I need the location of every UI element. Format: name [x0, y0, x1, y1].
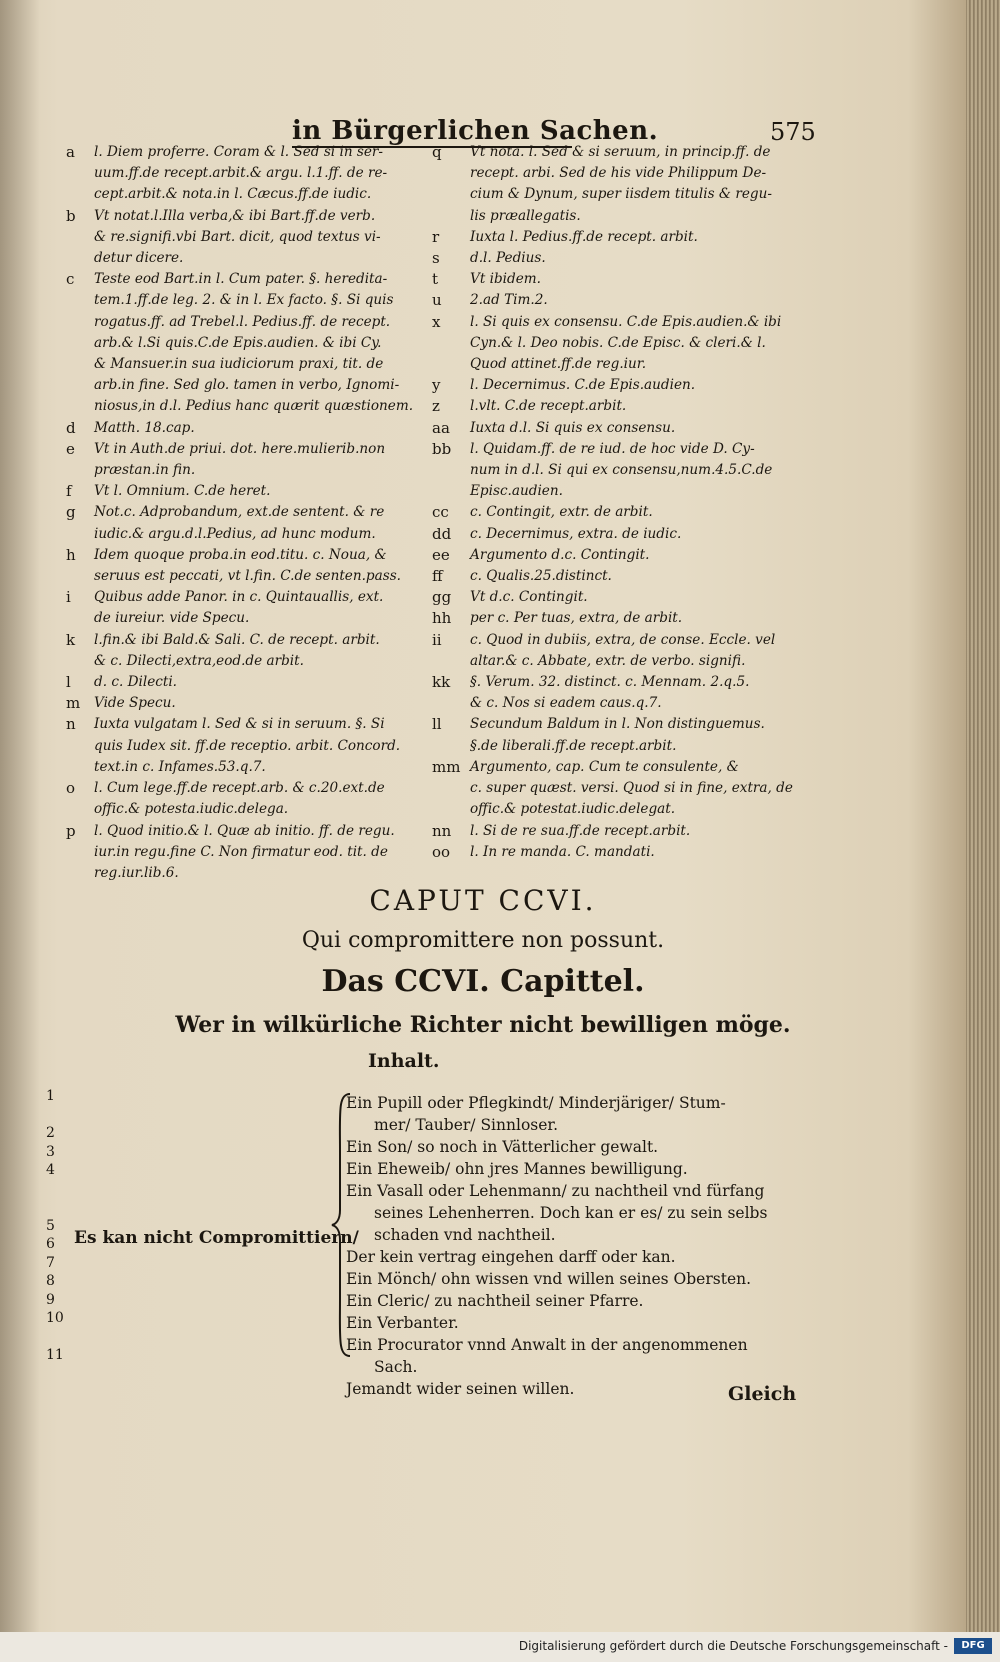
footnote-line: rogatus.ff. ad Trebel.l. Pedius.ff. de recept. [94, 313, 391, 330]
footnote-line: recept. arbi. Sed de his vide Philippum De- [470, 165, 767, 182]
footnote [432, 418, 812, 439]
footnote-line: lis præallegatis. [470, 207, 581, 224]
footnote [66, 672, 418, 693]
summary-item: Ein Vasall oder Lehenmann/ zu nachtheil vnd fürfang [346, 1182, 765, 1200]
footnote-letter: k [66, 630, 76, 649]
footnote [432, 290, 812, 311]
footnote-line: & c. Dilecti,extra,eod.de arbit. [94, 652, 304, 669]
margin-number: 10 [46, 1310, 64, 1326]
footnote-line: reg.iur.lib.6. [94, 864, 179, 881]
footnote-line: §. Verum. 32. distinct. c. Mennam. 2.q.5. [470, 674, 750, 691]
summary-list [346, 1092, 806, 1400]
footnote [66, 206, 418, 270]
footnote-line: Idem quoque proba.in eod.titu. c. Noua, & [94, 546, 387, 563]
footnote [432, 142, 812, 227]
footnote-letter: f [66, 482, 72, 501]
footnote [432, 587, 812, 608]
footnote-line: l. Diem proferre. Coram & l. Sed si in ser- [94, 144, 384, 160]
footnote-line: d. c. Dilecti. [94, 674, 177, 691]
margin-number: 8 [46, 1273, 55, 1289]
footnote-letter: ll [432, 715, 442, 734]
footnote-line: Argumento, cap. Cum te consulente, & [470, 758, 739, 775]
chapter-title-latin: CAPUT CCVI. [369, 884, 597, 917]
footnote-line: Iuxta d.l. Si quis ex consensu. [470, 419, 676, 436]
footnote-line: Iuxta vulgatam l. Sed & si in seruum. §. Si [94, 716, 385, 733]
footnote [432, 672, 812, 714]
footnote-line: offic.& potestat.iudic.delegat. [470, 801, 676, 818]
footnote-letter: r [432, 227, 440, 246]
footnote-line: l. Si quis ex consensu. C.de Epis.audien.& ibi [470, 313, 782, 330]
footnote-line: niosus,in d.l. Pedius hanc quærit quæstionem. [94, 398, 414, 415]
footnote-letter: bb [432, 439, 452, 458]
footnote-line: c. Quod in dubiis, extra, de conse. Eccle. vel [470, 631, 776, 648]
catchword: Gleich [728, 1383, 797, 1405]
footnote-letter: d [66, 418, 76, 437]
footnote-line: per c. Per tuas, extra, de arbit. [470, 610, 683, 627]
footnote [432, 396, 812, 417]
margin-number: 2 [46, 1125, 55, 1141]
footnote-line: tem.1.ff.de leg. 2. & in l. Ex facto. §. Si quis [94, 292, 394, 309]
footnote [432, 842, 812, 863]
footnote [432, 630, 812, 672]
footnote [432, 375, 812, 396]
footnote-line: seruus est peccati, vt l.fin. C.de senten.pass. [94, 568, 402, 585]
footnote-line: & Mansuer.in sua iudiciorum praxi, tit. de [94, 356, 384, 373]
footnote-line: l.fin.& ibi Bald.& Sali. C. de recept. arbit. [94, 631, 380, 648]
footnote-line: & c. Nos si eadem caus.q.7. [470, 695, 662, 712]
footnote-letter: m [66, 694, 81, 713]
chapter-title-german: Das CCVI. Capittel. [321, 964, 645, 999]
footnote-line: arb.& l.Si quis.C.de Epis.audien. & ibi Cy. [94, 334, 382, 351]
footnote-line: text.in c. Infames.53.q.7. [94, 758, 266, 775]
summary-item: Ein Son/ so noch in Vätterlicher gewalt. [346, 1138, 659, 1156]
footer-bar [0, 1632, 1000, 1662]
footnote-letter: t [432, 270, 439, 289]
footnotes-right-column [432, 142, 812, 863]
footnote [432, 269, 812, 290]
footnote-letter: l [66, 673, 71, 692]
page-edges [966, 0, 1000, 1632]
margin-number: 5 [46, 1217, 55, 1234]
footnote-line: d.l. Pedius. [470, 250, 546, 267]
footnote-letter: o [66, 779, 76, 798]
footnote [432, 502, 812, 523]
footnote-line: §.de liberali.ff.de recept.arbit. [470, 737, 677, 754]
summary-item: Ein Eheweib/ ohn jres Mannes bewilligung. [346, 1160, 688, 1178]
footnote-line: cium & Dynum, super iisdem titulis & regu- [470, 186, 772, 203]
margin-number: 11 [46, 1347, 64, 1363]
summary-item: Ein Cleric/ zu nachtheil seiner Pfarre. [346, 1292, 644, 1310]
footnote-line: l. Cum lege.ff.de recept.arb. & c.20.ext.de [94, 780, 385, 797]
margin-number: 6 [46, 1236, 55, 1252]
footnote [66, 269, 418, 417]
footnote [66, 714, 418, 778]
footnote [432, 566, 812, 587]
footnote-line: cept.arbit.& nota.in l. Cæcus.ff.de iudic. [94, 186, 372, 203]
footnote-letter: oo [432, 842, 451, 861]
footnote-line: Vt ibidem. [470, 271, 541, 288]
footnote [66, 693, 418, 714]
footnote-letter: gg [432, 588, 452, 607]
footnotes-left-column [66, 142, 418, 884]
footnote-line: arb.in fine. Sed glo. tamen in verbo, Ignomi- [94, 377, 400, 394]
footnote-line: l. In re manda. C. mandati. [470, 843, 655, 860]
footnote-line: Argumento d.c. Contingit. [470, 546, 650, 563]
footnote-letter: ee [432, 545, 450, 564]
footnote-line: l. Decernimus. C.de Epis.audien. [470, 377, 696, 394]
footnote-line: Quod attinet.ff.de reg.iur. [470, 356, 647, 373]
footnote-line: Vt notat.l.Illa verba,& ibi Bart.ff.de verb. [94, 207, 376, 224]
footnote-letter: p [66, 821, 76, 840]
page-number: 575 [770, 118, 816, 146]
footnote [432, 312, 812, 376]
footnote-letter: u [432, 291, 442, 310]
summary-item: Ein Procurator vnnd Anwalt in der angenommenen [346, 1336, 748, 1354]
footnote-line: Vt nota. l. Sed & si seruum, in princip.ff. de [470, 144, 771, 160]
footnote [66, 418, 418, 439]
gutter-shadow [0, 0, 40, 1632]
footnote [66, 821, 418, 885]
footnote-line: Teste eod Bart.in l. Cum pater. §. heredita- [94, 271, 388, 288]
footnote-letter: y [432, 376, 441, 395]
footnote-line: c. super quæst. versi. Quod si in fine, extra, de [470, 780, 793, 797]
footnote-line: c. Decernimus, extra. de iudic. [470, 525, 682, 542]
summary-item: Ein Pupill oder Pflegkindt/ Minderjäriger/ Stum- [346, 1094, 726, 1112]
footnote-letter: nn [432, 821, 452, 840]
footnote-line: Matth. 18.cap. [94, 419, 195, 436]
footnote-letter: ff [432, 567, 443, 586]
summary-item: seines Lehenherren. Doch kan er es/ zu sein selbs [374, 1204, 768, 1222]
running-title: in Bürgerlichen Sachen. [292, 116, 659, 146]
margin-number: 9 [46, 1291, 55, 1308]
footnote-line: præstan.in fin. [94, 462, 196, 479]
chapter-subtitle-german: Wer in wilkürliche Richter nicht bewilligen möge. [175, 1012, 791, 1038]
summary-item: Ein Verbanter. [346, 1314, 459, 1332]
footnote-line: Vt in Auth.de priui. dot. here.mulierib.non [94, 440, 386, 457]
footnote-line: offic.& potesta.iudic.delega. [94, 801, 289, 818]
footnote [432, 545, 812, 566]
footnote-line: l. Quidam.ff. de re iud. de hoc vide D. Cy- [470, 440, 755, 457]
footnote-line: iur.in regu.fine C. Non firmatur eod. tit. de [94, 843, 388, 860]
summary-item: Sach. [374, 1358, 418, 1376]
footnote-letter: h [66, 545, 76, 564]
footnote-letter: a [66, 143, 75, 161]
footnote-line: Quibus adde Panor. in c. Quintauallis, ext. [94, 589, 384, 606]
footnote-line: Cyn.& l. Deo nobis. C.de Episc. & cleri.& l. [470, 334, 766, 351]
summary-item: schaden vnd nachtheil. [374, 1226, 556, 1244]
footnote-letter: aa [432, 418, 450, 437]
footnote-letter: b [66, 206, 76, 225]
footnote-letter: ii [432, 630, 442, 649]
summary-item: Der kein vertrag eingehen darff oder kan. [346, 1248, 676, 1266]
footnote [66, 142, 418, 206]
footnote [66, 778, 418, 820]
footnote-line: detur dicere. [94, 250, 184, 267]
footnote-letter: n [66, 715, 76, 734]
footnote [432, 714, 812, 756]
footnote-letter: hh [432, 609, 452, 628]
footnote-letter: e [66, 439, 75, 458]
footnote-line: Not.c. Adprobandum, ext.de sentent. & re [94, 504, 385, 521]
footnote [66, 481, 418, 502]
footnote-letter: i [66, 588, 71, 607]
footnote-line: num in d.l. Si qui ex consensu,num.4.5.C.de [470, 462, 773, 479]
footnote [432, 757, 812, 821]
footnote-line: & re.signifi.vbi Bart. dicit, quod textus vi- [94, 228, 381, 245]
footnote-letter: dd [432, 524, 452, 543]
margin-number: 7 [46, 1254, 55, 1271]
footnote-line: Iuxta l. Pedius.ff.de recept. arbit. [470, 228, 698, 245]
footnote-letter: q [432, 143, 442, 161]
footnote [66, 587, 418, 629]
footnote-line: Vt d.c. Contingit. [470, 589, 588, 606]
footnote-line: l. Quod initio.& l. Quæ ab initio. ff. de regu. [94, 822, 395, 839]
footnote-line: Episc.audien. [470, 483, 563, 500]
summary-item: Jemandt wider seinen willen. [346, 1380, 575, 1398]
footnote-letter: kk [432, 673, 451, 692]
footnote [432, 608, 812, 629]
footnote-line: Secundum Baldum in l. Non distinguemus. [470, 716, 765, 733]
footnote [432, 524, 812, 545]
footnote [66, 630, 418, 672]
footnote-line: uum.ff.de recept.arbit.& argu. l.1.ff. de re- [94, 165, 388, 182]
footnote [432, 821, 812, 842]
footnote-line: c. Contingit, extr. de arbit. [470, 504, 653, 521]
footnote-line: de iureiur. vide Specu. [94, 610, 250, 627]
footnote-letter: cc [432, 503, 449, 522]
footnote-letter: x [432, 312, 441, 331]
margin-number: 4 [46, 1162, 55, 1178]
margin-number: 1 [46, 1088, 55, 1104]
summary-item: mer/ Tauber/ Sinnloser. [374, 1116, 559, 1134]
footnote-letter: s [432, 249, 440, 268]
footnote-letter: mm [432, 757, 461, 776]
contents-heading: Inhalt. [368, 1050, 440, 1072]
footnote-line: c. Qualis.25.distinct. [470, 568, 612, 585]
footnote-line: quis Iudex sit. ff.de receptio. arbit. Concord. [94, 737, 401, 754]
footnote-line: l.vlt. C.de recept.arbit. [470, 398, 627, 415]
dfg-logo: DFG [954, 1638, 992, 1654]
footnote-line: 2.ad Tim.2. [470, 292, 548, 309]
footnote-line: l. Si de re sua.ff.de recept.arbit. [470, 822, 691, 839]
footnote [432, 248, 812, 269]
chapter-subtitle-latin: Qui compromittere non possunt. [301, 928, 665, 953]
footnote-line: Vide Specu. [94, 695, 176, 712]
footnote-letter: g [66, 503, 76, 522]
footnote [66, 545, 418, 587]
footnote [432, 227, 812, 248]
footnote [66, 439, 418, 481]
margin-number: 3 [46, 1143, 55, 1160]
footnote [432, 439, 812, 503]
footer-credit: Digitalisierung gefördert durch die Deutsche Forschungsgemeinschaft - [518, 1639, 948, 1653]
footnote-line: iudic.& argu.d.l.Pedius, ad hunc modum. [94, 525, 376, 542]
footnote-letter: z [432, 397, 440, 416]
summary-lead: Es kan nicht Compromittiern/ [74, 1228, 359, 1248]
summary-item: Ein Mönch/ ohn wissen vnd willen seines Obersten. [346, 1270, 752, 1288]
footnote-line: altar.& c. Abbate, extr. de verbo. signifi. [470, 652, 746, 669]
footnote-letter: c [66, 270, 75, 289]
footnote-line: Vt l. Omnium. C.de heret. [94, 483, 271, 500]
footnote [66, 502, 418, 544]
